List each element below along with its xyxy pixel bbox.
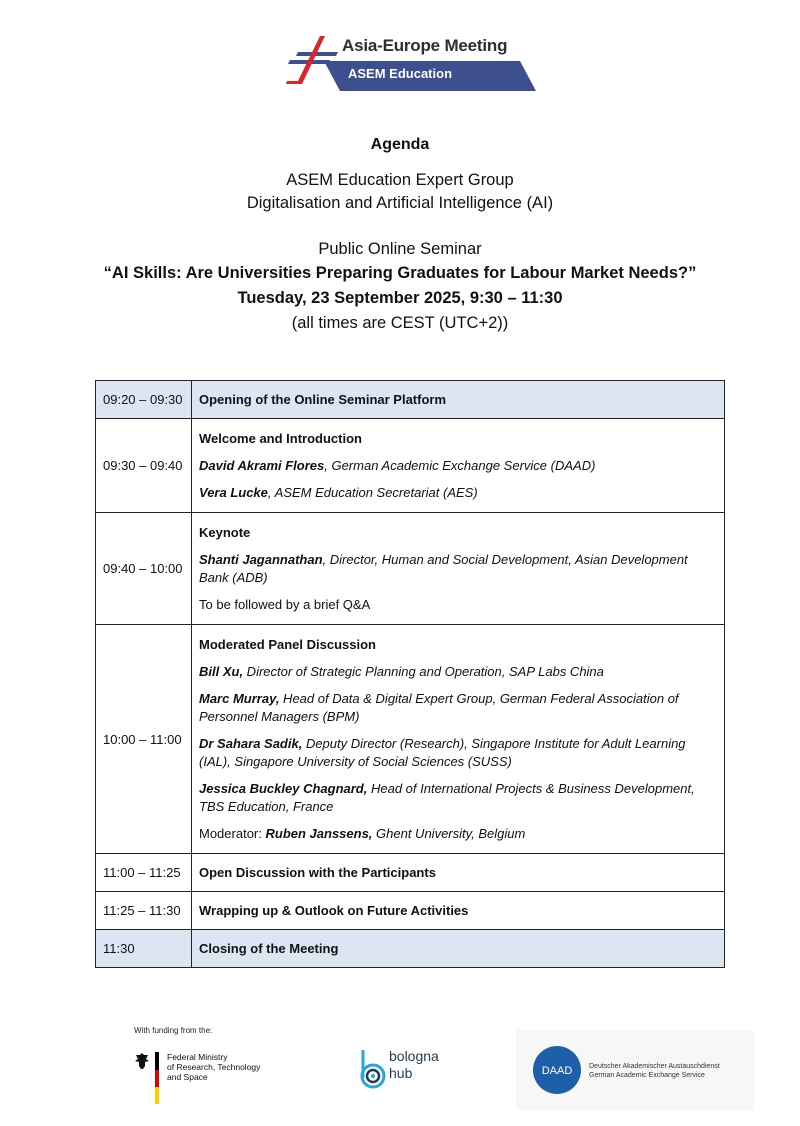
moderator-entry xyxy=(199,825,717,843)
agenda-item-title: Keynote xyxy=(199,524,251,540)
bmftr-line-1: Federal Ministry xyxy=(167,1052,228,1062)
agenda-row xyxy=(96,930,725,968)
bologna-hub-logo xyxy=(358,1044,478,1094)
agenda-item-title: Opening of the Online Seminar Platform xyxy=(199,392,447,407)
speaker-name: Marc Murray, xyxy=(199,690,280,706)
bmftr-logo xyxy=(134,1046,294,1106)
speaker-affiliation: Head of International Projects & Business Development, TBS Education, France xyxy=(199,780,695,814)
speaker-affiliation: Director of Strategic Planning and Operation, SAP Labs China xyxy=(243,663,604,679)
agenda-time: 10:00 – 11:00 xyxy=(96,625,192,854)
agenda-item-title: Open Discussion with the Participants xyxy=(199,865,436,880)
daad-line-2: German Academic Exchange Service xyxy=(589,1072,705,1079)
agenda-note: To be followed by a brief Q&A xyxy=(199,596,371,612)
agenda-table xyxy=(95,380,725,968)
speaker-entry xyxy=(199,663,717,681)
daad-line-1: Deutscher Akademischer Austauschdienst xyxy=(589,1063,720,1070)
agenda-time: 09:30 – 09:40 xyxy=(96,419,192,513)
agenda-time: 11:00 – 11:25 xyxy=(96,854,192,892)
agenda-row xyxy=(96,419,725,513)
agenda-item-title: Welcome and Introduction xyxy=(199,430,362,446)
speaker-affiliation: Deputy Director (Research), Singapore Institute for Adult Learning (IAL), Singapore University of Social Sciences (SUSS) xyxy=(199,735,686,769)
agenda-content xyxy=(192,513,725,625)
bmftr-line-3: and Space xyxy=(167,1072,208,1082)
agenda-content xyxy=(192,419,725,513)
speaker-name: Shanti Jagannathan xyxy=(199,551,323,567)
speaker-entry xyxy=(199,551,717,587)
agenda-row xyxy=(96,381,725,419)
speaker-affiliation: Head of Data & Digital Expert Group, German Federal Association of Personnel Managers (BPM) xyxy=(199,690,679,724)
event-date: Tuesday, 23 September 2025, 9:30 – 11:30 xyxy=(237,289,563,307)
logo-title: Asia-Europe Meeting xyxy=(342,36,508,55)
bologna-line-2: hub xyxy=(389,1065,413,1081)
event-type: Public Online Seminar xyxy=(318,240,482,258)
speaker-entry xyxy=(199,735,717,771)
daad-badge-icon xyxy=(532,1045,582,1095)
german-flag-icon xyxy=(155,1052,159,1104)
agenda-row xyxy=(96,625,725,854)
timezone-note: (all times are CEST (UTC+2)) xyxy=(291,314,509,332)
speaker-entry xyxy=(199,780,717,816)
agenda-heading: Agenda xyxy=(370,136,430,153)
moderator-name: Ruben Janssens, xyxy=(265,825,373,841)
group-line-1: ASEM Education Expert Group xyxy=(286,171,514,189)
agenda-content xyxy=(192,892,725,930)
speaker-affiliation: , Director, Human and Social Development, Asian Development Bank (ADB) xyxy=(199,551,688,585)
asem-logo xyxy=(284,34,536,92)
agenda-time: 11:30 xyxy=(96,930,192,968)
daad-logo xyxy=(516,1030,754,1110)
moderator-affiliation: Ghent University, Belgium xyxy=(372,825,526,841)
agenda-item-title: Closing of the Meeting xyxy=(199,941,339,956)
speaker-name: Vera Lucke xyxy=(199,484,268,500)
agenda-time: 11:25 – 11:30 xyxy=(96,892,192,930)
speaker-entry xyxy=(199,457,717,475)
agenda-row xyxy=(96,513,725,625)
bologna-hub-mark-icon xyxy=(358,1048,388,1092)
agenda-time: 09:20 – 09:30 xyxy=(96,381,192,419)
federal-eagle-icon xyxy=(134,1052,150,1070)
funding-label: With funding from the: xyxy=(134,1026,213,1035)
agenda-row xyxy=(96,854,725,892)
speaker-entry xyxy=(199,690,717,726)
event-title: “AI Skills: Are Universities Preparing Graduates for Labour Market Needs?” xyxy=(103,264,697,282)
agenda-content xyxy=(192,381,725,419)
daad-badge-text: DAAD xyxy=(541,1065,573,1077)
speaker-name: Jessica Buckley Chagnard, xyxy=(199,780,368,796)
bologna-line-1: bologna xyxy=(389,1048,439,1064)
logo-subtitle: ASEM Education xyxy=(348,66,453,81)
agenda-item-title: Moderated Panel Discussion xyxy=(199,636,376,652)
moderator-label: Moderator: xyxy=(199,825,266,841)
group-line-2: Digitalisation and Artificial Intelligence (AI) xyxy=(246,194,554,212)
speaker-entry xyxy=(199,484,717,502)
speaker-affiliation: , ASEM Education Secretariat (AES) xyxy=(267,484,478,500)
agenda-content xyxy=(192,854,725,892)
speaker-name: David Akrami Flores xyxy=(199,457,325,473)
agenda-item-title: Wrapping up & Outlook on Future Activities xyxy=(199,903,469,918)
agenda-content xyxy=(192,930,725,968)
bmftr-line-2: of Research, Technology xyxy=(167,1062,261,1072)
speaker-affiliation: , German Academic Exchange Service (DAAD) xyxy=(324,457,596,473)
agenda-row xyxy=(96,892,725,930)
speaker-name: Bill Xu, xyxy=(199,663,244,679)
agenda-time: 09:40 – 10:00 xyxy=(96,513,192,625)
agenda-content xyxy=(192,625,725,854)
speaker-name: Dr Sahara Sadik, xyxy=(199,735,303,751)
